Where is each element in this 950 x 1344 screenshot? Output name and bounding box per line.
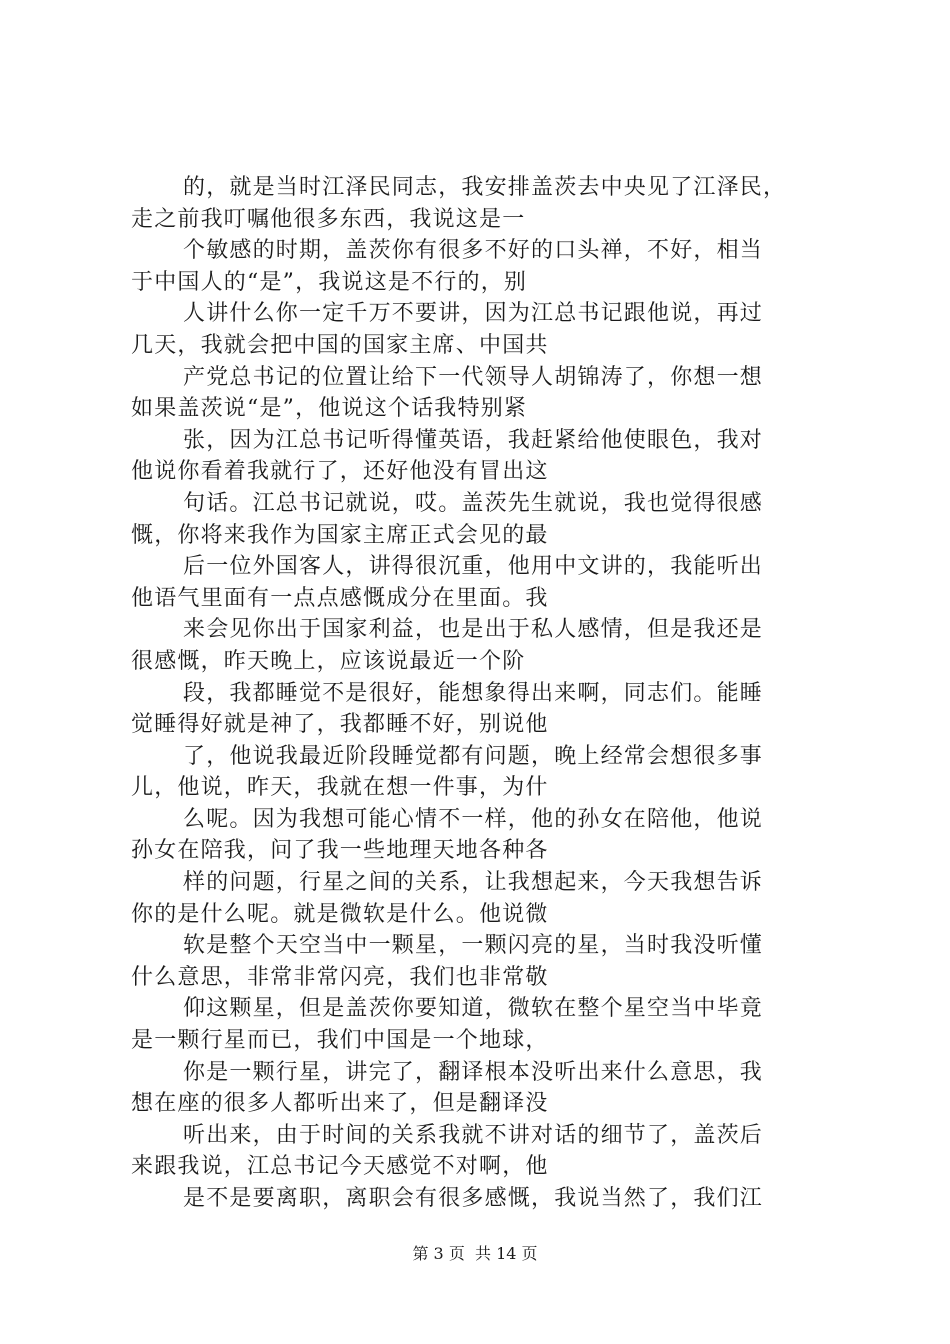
text-line: 段，我都睡觉不是很好，能想象得出来啊，同志们。能睡 — [183, 680, 764, 706]
text-line: 如果盖茨说“是”，他说这个话我特别紧 — [131, 396, 528, 422]
text-line: 后一位外国客人，讲得很沉重，他用中文讲的，我能听出 — [183, 554, 764, 580]
text-line: 于中国人的“是”，我说这是不行的，别 — [131, 269, 528, 295]
text-line: 听出来，由于时间的关系我就不讲对话的细节了，盖茨后 — [183, 1122, 764, 1148]
text-line: 软是整个天空当中一颗星，一颗闪亮的星，当时我没听懂 — [183, 933, 764, 959]
text-line: 来跟我说，江总书记今天感觉不对啊，他 — [131, 1154, 549, 1180]
text-line: 想在座的很多人都听出来了，但是翻译没 — [131, 1091, 549, 1117]
text-line: 样的问题，行星之间的关系，让我想起来，今天我想告诉 — [183, 870, 764, 896]
text-line: 很感慨，昨天晚上，应该说最近一个阶 — [131, 648, 526, 674]
text-line: 走之前我叮嘱他很多东西，我说这是一 — [131, 206, 526, 232]
text-line: 的，就是当时江泽民同志，我安排盖茨去中央见了江泽民， — [183, 175, 787, 200]
text-line: 是一颗行星而已，我们中国是一个地球， — [131, 1028, 549, 1054]
text-line: 产党总书记的位置让给下一代领导人胡锦涛了，你想一想 — [183, 364, 764, 390]
text-line: 他语气里面有一点点感慨成分在里面。我 — [131, 585, 549, 611]
text-line: 几天，我就会把中国的国家主席、中国共 — [131, 332, 549, 358]
page-number: 第 3 页 共 14 页 — [412, 1244, 538, 1263]
text-line: 张，因为江总书记听得懂英语，我赶紧给他使眼色，我对 — [183, 427, 764, 453]
text-line: 你是一颗行星，讲完了，翻译根本没听出来什么意思，我 — [183, 1059, 764, 1085]
text-line: 慨，你将来我作为国家主席正式会见的最 — [131, 522, 549, 548]
text-line: 觉睡得好就是神了，我都睡不好，别说他 — [131, 712, 549, 738]
text-line: 仰这颗星，但是盖茨你要知道，微软在整个星空当中毕竟 — [183, 996, 764, 1022]
text-line: 来会见你出于国家利益，也是出于私人感情，但是我还是 — [183, 617, 764, 643]
text-line: 是不是要离职，离职会有很多感慨，我说当然了，我们江 — [183, 1186, 764, 1211]
text-line: 么呢。因为我想可能心情不一样，他的孙女在陪他，他说 — [183, 806, 764, 832]
text-line: 了，他说我最近阶段睡觉都有问题，晚上经常会想很多事 — [183, 743, 764, 769]
text-line: 个敏感的时期，盖茨你有很多不好的口头禅，不好，相当 — [183, 238, 764, 264]
text-line: 他说你看着我就行了，还好他没有冒出这 — [131, 459, 549, 485]
text-line: 句话。江总书记就说，哎。盖茨先生就说，我也觉得很感 — [183, 490, 764, 516]
text-line: 孙女在陪我，问了我一些地理天地各种各 — [131, 838, 549, 864]
page-footer — [0, 1243, 950, 1265]
text-line: 儿，他说，昨天，我就在想一件事，为什 — [131, 775, 549, 801]
text-line: 你的是什么呢。就是微软是什么。他说微 — [131, 901, 549, 927]
body-text — [131, 172, 833, 1215]
text-line: 什么意思，非常非常闪亮，我们也非常敬 — [131, 964, 549, 990]
text-line: 人讲什么你一定千万不要讲，因为江总书记跟他说，再过 — [183, 301, 764, 327]
